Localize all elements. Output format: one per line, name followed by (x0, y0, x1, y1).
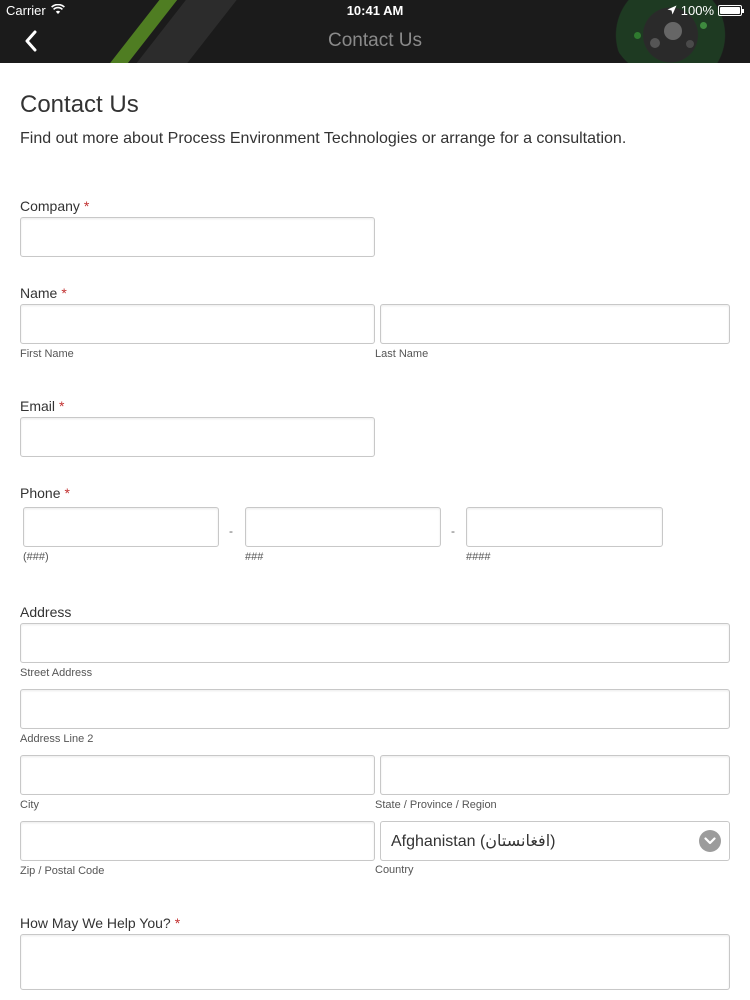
page-title: Contact Us (20, 91, 139, 118)
last-name-input[interactable] (380, 304, 730, 344)
first-name-sublabel: First Name (20, 348, 74, 360)
address-label (20, 604, 71, 620)
country-selected-value: Afghanistan (افغانستان) (391, 833, 556, 850)
company-label-text: Company (20, 198, 80, 214)
address-label-text: Address (20, 604, 72, 620)
phone-prefix-input[interactable] (245, 507, 441, 547)
help-label-text: How May We Help You? (20, 915, 171, 931)
email-input[interactable] (20, 417, 375, 457)
phone-line-input[interactable] (466, 507, 663, 547)
status-bar (0, 0, 750, 20)
phone-area-code-input[interactable] (23, 507, 219, 547)
email-label (20, 398, 64, 414)
address-line-2-sublabel: Address Line 2 (20, 733, 94, 745)
battery-percent: 100% (680, 3, 714, 18)
required-marker: * (83, 198, 90, 214)
phone-separator: - (451, 524, 455, 538)
name-label (20, 285, 67, 301)
company-input[interactable] (20, 217, 375, 257)
help-message-textarea[interactable] (20, 934, 730, 990)
navigation-bar (0, 0, 750, 63)
email-label-text: Email (20, 398, 56, 414)
phone-line-sublabel: #### (466, 551, 491, 563)
battery-icon (718, 5, 742, 16)
nav-title: Contact Us (328, 30, 422, 51)
required-marker: * (174, 915, 181, 931)
logo-dot (700, 22, 707, 29)
carrier-label: Carrier (6, 3, 46, 18)
phone-label (20, 485, 70, 501)
last-name-sublabel: Last Name (375, 348, 429, 360)
help-label (20, 915, 180, 931)
location-arrow-icon (667, 3, 677, 18)
required-marker: * (64, 485, 70, 501)
city-input[interactable] (20, 755, 375, 795)
required-marker: * (61, 285, 67, 301)
state-sublabel: State / Province / Region (375, 799, 497, 811)
required-marker: * (59, 398, 65, 414)
phone-separator: - (229, 524, 233, 538)
clock: 10:41 AM (346, 3, 404, 18)
phone-prefix-sublabel: ### (245, 551, 264, 563)
address-line-2-input[interactable] (20, 689, 730, 729)
country-sublabel: Country (375, 864, 414, 876)
country-select[interactable] (380, 821, 730, 861)
company-label (20, 198, 89, 214)
status-right (667, 3, 742, 18)
street-address-input[interactable] (20, 623, 730, 663)
zip-sublabel: Zip / Postal Code (20, 865, 105, 877)
chevron-down-icon (699, 830, 721, 852)
zip-input[interactable] (20, 821, 375, 861)
page-intro: Find out more about Process Environment Technologies or arrange for a consultation. (20, 130, 627, 147)
first-name-input[interactable] (20, 304, 375, 344)
state-input[interactable] (380, 755, 730, 795)
city-sublabel: City (20, 799, 39, 811)
phone-label-text: Phone (20, 485, 61, 501)
name-label-text: Name (20, 285, 58, 301)
phone-area-code-sublabel: (###) (23, 551, 49, 563)
street-address-sublabel: Street Address (20, 667, 93, 679)
